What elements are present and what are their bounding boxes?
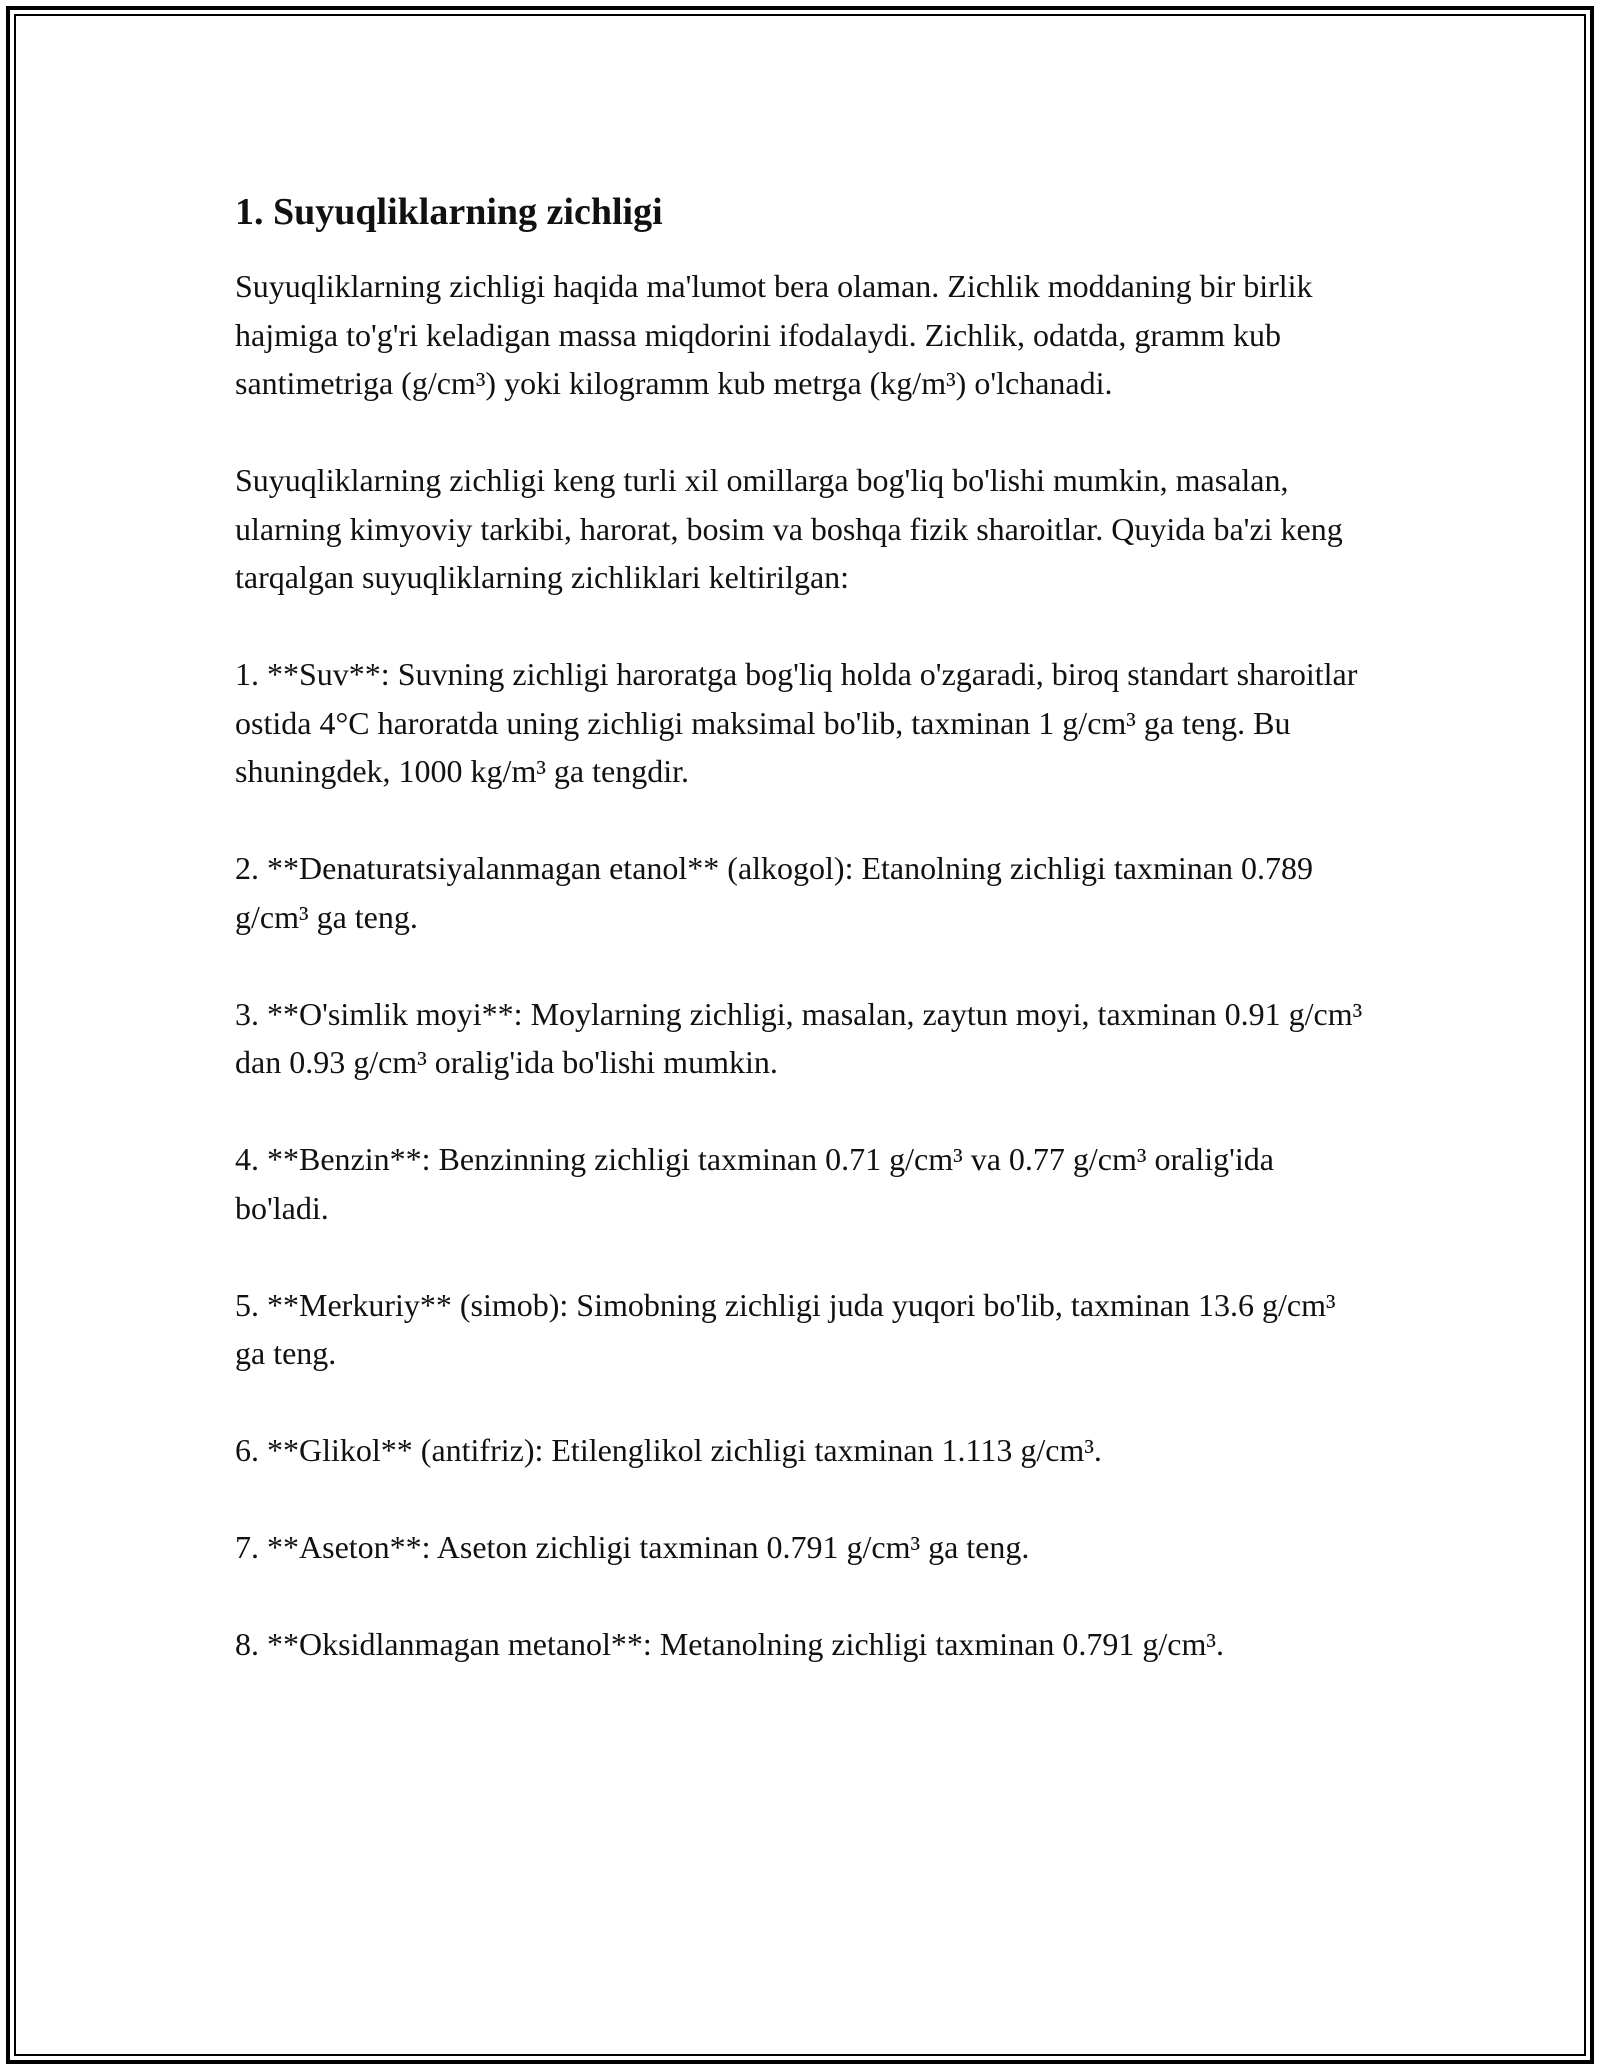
list-item-mercury: 5. **Merkuriy** (simob): Simobning zichligi juda yuqori bo'lib, taxminan 13.6 g/cm³ ga teng. [235,1286,1336,1371]
intro-paragraph: Suyuqliklarning zichligi haqida ma'lumot bera olaman. Zichlik moddaning bir birlik hajmiga to'g'ri keladigan massa miqdorini ifodalaydi. Zichlik, odatda, gramm kub santimetriga (g/cm³) yoki kilogramm kub metrga (kg/m³) o'lchanadi. [235,268,1313,401]
list-item-acetone: 7. **Aseton**: Aseton zichligi taxminan 0.791 g/cm³ ga teng. [235,1529,1030,1565]
list-item-ethanol: 2. **Denaturatsiyalanmagan etanol** (alkogol): Etanolning zichligi taxminan 0.789 g/cm³ ga teng. [235,850,1313,935]
list-item-gasoline: 4. **Benzin**: Benzinning zichligi taxminan 0.71 g/cm³ va 0.77 g/cm³ oralig'ida bo'ladi. [235,1141,1274,1226]
list-item-water: 1. **Suv**: Suvning zichligi haroratga bog'liq holda o'zgaradi, biroq standart sharoitlar ostida 4°C haroratda uning zichligi maksimal bo'lib, taxminan 1 g/cm³ ga teng. Bu shuningdek, 1000 kg/m³ ga tengdir. [235,656,1358,789]
document-body [235,186,1365,1717]
list-item-vegetable-oil: 3. **O'simlik moyi**: Moylarning zichligi, masalan, zaytun moyi, taxminan 0.91 g/cm³ dan 0.93 g/cm³ oralig'ida bo'lishi mumkin. [235,995,1363,1080]
list-item-methanol: 8. **Oksidlanmagan metanol**: Metanolning zichligi taxminan 0.791 g/cm³. [235,1626,1224,1662]
factors-paragraph: Suyuqliklarning zichligi keng turli xil omillarga bog'liq bo'lishi mumkin, masalan, ularning kimyoviy tarkibi, harorat, bosim va boshqa fizik sharoitlar. Quyida ba'zi keng tarqalgan suyuqliklarning zichliklari keltirilgan: [235,462,1343,595]
list-item-glycol: 6. **Glikol** (antifriz): Etilenglikol zichligi taxminan 1.113 g/cm³. [235,1432,1102,1468]
document-title: 1. Suyuqliklarning zichligi [235,191,663,233]
